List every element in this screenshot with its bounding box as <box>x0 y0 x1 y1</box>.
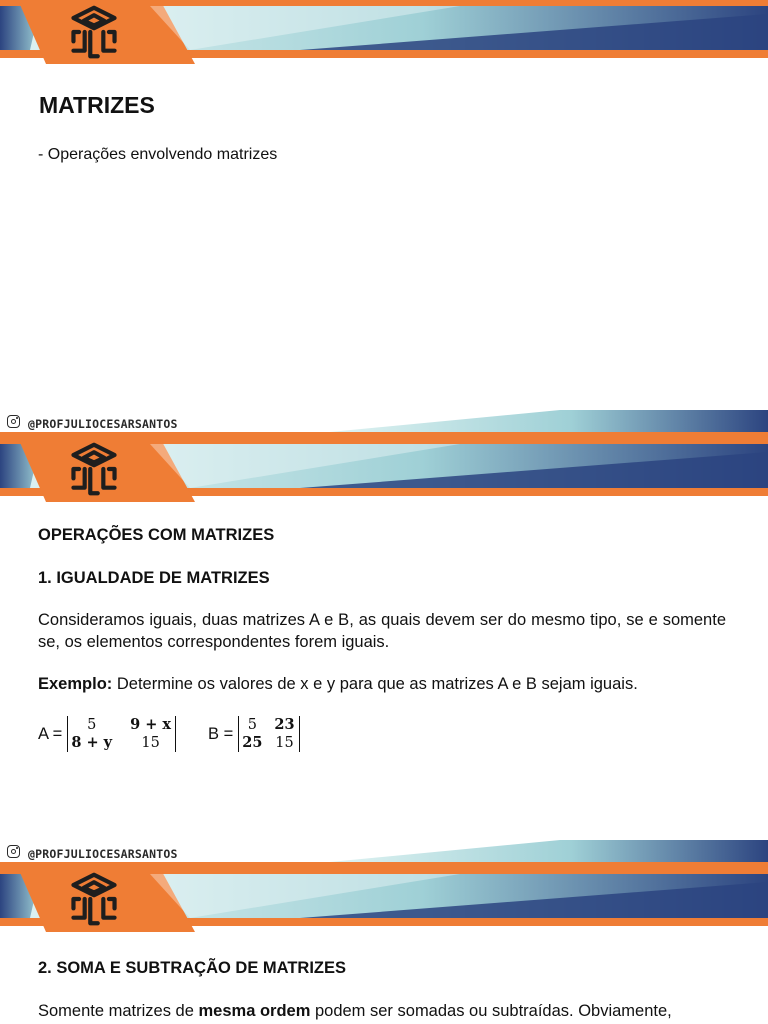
para-start: Somente matrizes de <box>38 1002 199 1020</box>
para-end: podem ser somadas ou subtraídas. Obviamente, <box>310 1002 672 1020</box>
section-heading: 2. SOMA E SUBTRAÇÃO DE MATRIZES <box>38 959 347 977</box>
logo-icon <box>66 3 122 61</box>
example-paragraph <box>38 673 726 695</box>
matrix-a-body <box>67 716 176 752</box>
logo-icon <box>66 870 122 928</box>
instagram-handle[interactable]: @PROFJULIOCESARSANTOS <box>28 417 178 431</box>
instagram-icon[interactable] <box>7 415 20 428</box>
matrix-cell: 5 <box>247 717 257 733</box>
matrix-a <box>38 714 176 754</box>
matrix-b <box>208 714 300 754</box>
section-heading: 1. IGUALDADE DE MATRIZES <box>38 569 270 587</box>
matrix-cell: 5 <box>87 717 97 733</box>
matrix-b-body <box>238 716 299 752</box>
para-bold: mesma ordem <box>198 1002 311 1020</box>
matrix-cell: 8 + y <box>71 734 113 751</box>
slide-footer <box>0 410 768 438</box>
matrix-cell: 9 + x <box>130 716 172 733</box>
page-title: MATRIZES <box>39 92 155 118</box>
instagram-handle[interactable]: @PROFJULIOCESARSANTOS <box>28 847 178 861</box>
matrix-cell: 15 <box>141 735 160 751</box>
paragraph <box>38 1000 726 1022</box>
matrix-cell: 25 <box>242 734 263 751</box>
subtitle: - Operações envolvendo matrizes <box>38 146 278 163</box>
matrix-cell: 15 <box>275 735 294 751</box>
slide-1 <box>0 0 768 410</box>
matrix-b-label: B = <box>208 724 234 743</box>
matrix-a-label: A = <box>38 724 63 743</box>
matrix-cell: 23 <box>274 716 295 733</box>
example-text: Determine os valores de x e y para que as matrizes A e B sejam iguais. <box>112 675 638 693</box>
logo-icon <box>66 440 122 498</box>
paragraph: Consideramos iguais, duas matrizes A e B, as quais devem ser do mesmo tipo, se e somente se, os elementos correspondentes forem iguais. <box>38 611 726 651</box>
slide-footer <box>0 840 768 868</box>
section-title: OPERAÇÕES COM MATRIZES <box>38 526 275 544</box>
instagram-icon[interactable] <box>7 845 20 858</box>
example-label: Exemplo: <box>38 675 113 693</box>
